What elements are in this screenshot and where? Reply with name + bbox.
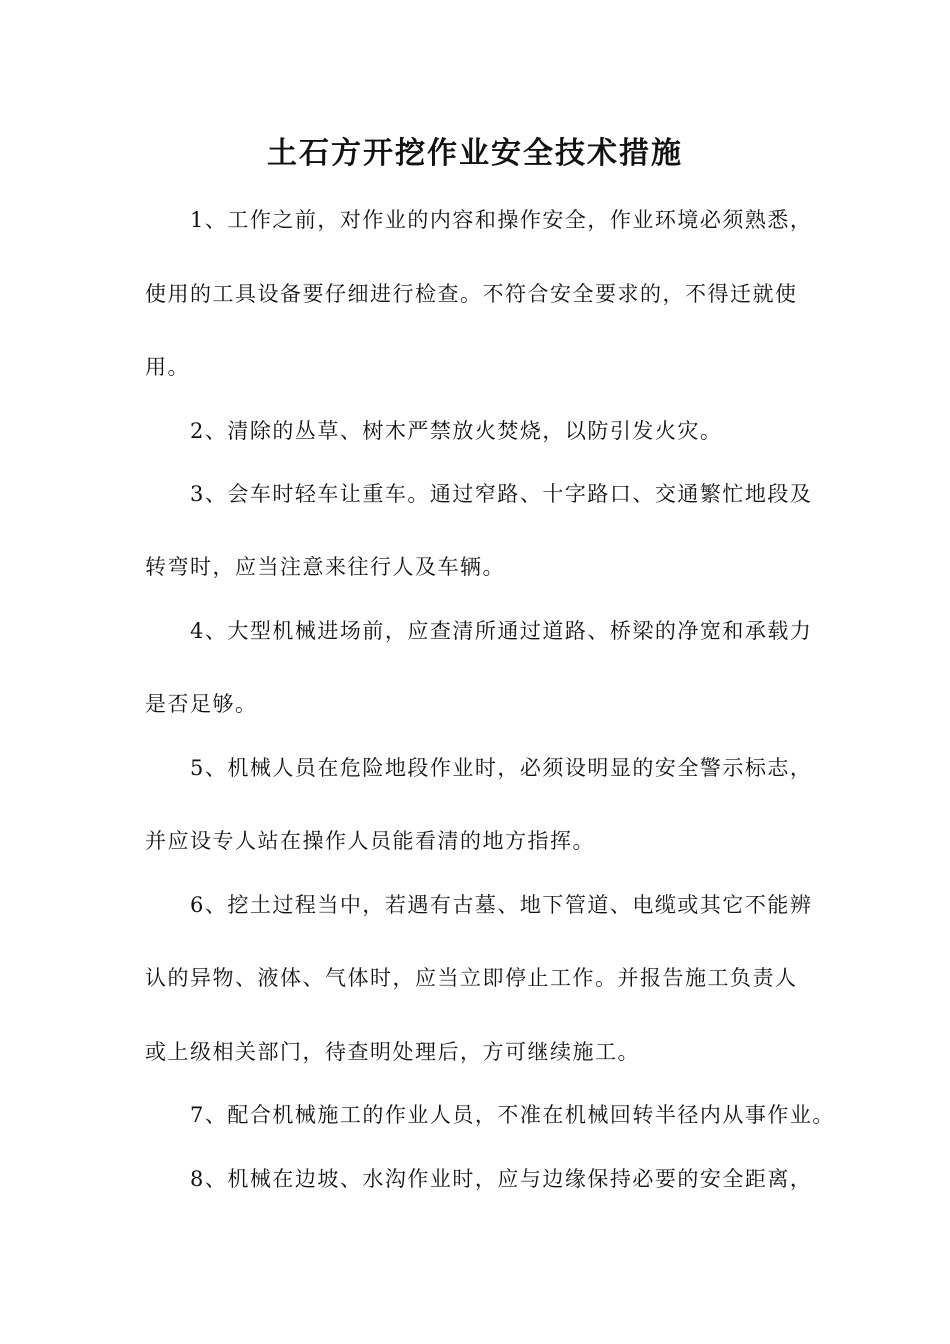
paragraph-1-line-3: 用。 <box>145 355 190 379</box>
paragraph-4-line-1: 4、大型机械进场前，应查清所通过道路、桥梁的净宽和承载力 <box>190 619 813 643</box>
paragraph-5-line-2: 并应设专人站在操作人员能看清的地方指挥。 <box>145 829 595 853</box>
paragraph-6-line-1: 6、挖土过程当中，若遇有古墓、地下管道、电缆或其它不能辨 <box>190 893 813 917</box>
paragraph-5-line-1: 5、机械人员在危险地段作业时，必须设明显的安全警示标志， <box>190 756 813 780</box>
paragraph-2-line-1: 2、清除的丛草、树木严禁放火焚烧，以防引发火灾。 <box>190 419 723 443</box>
paragraph-7-line-1: 7、配合机械施工的作业人员，不准在机械回转半径内从事作业。 <box>190 1103 835 1127</box>
paragraph-3-line-2: 转弯时，应当注意来往行人及车辆。 <box>145 555 505 579</box>
paragraph-4-line-2: 是否足够。 <box>145 692 258 716</box>
paragraph-6-line-3: 或上级相关部门，待查明处理后，方可继续施工。 <box>145 1040 640 1064</box>
paragraph-1-line-2: 使用的工具设备要仔细进行检查。不符合安全要求的，不得迁就使 <box>145 282 798 306</box>
document-title: 土石方开挖作业安全技术措施 <box>267 136 683 171</box>
paragraph-3-line-1: 3、会车时轻车让重车。通过窄路、十字路口、交通繁忙地段及 <box>190 482 813 506</box>
paragraph-6-line-2: 认的异物、液体、气体时，应当立即停止工作。并报告施工负责人 <box>145 966 798 990</box>
paragraph-8-line-1: 8、机械在边坡、水沟作业时，应与边缘保持必要的安全距离， <box>190 1167 813 1191</box>
paragraph-1-line-1: 1、工作之前，对作业的内容和操作安全，作业环境必须熟悉， <box>190 208 813 232</box>
